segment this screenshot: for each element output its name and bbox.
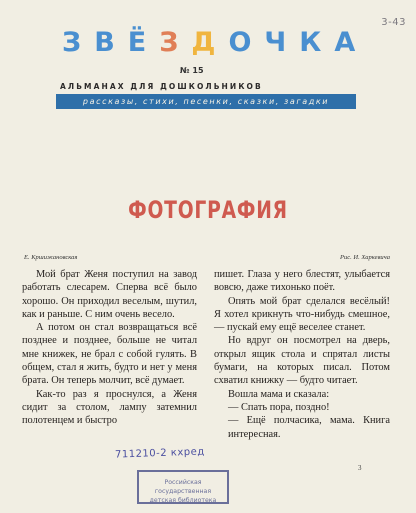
title-letter: В [94, 27, 128, 58]
title-letter: З [159, 27, 192, 58]
text-column-left [22, 268, 197, 428]
catalog-number: 711210-2 кхред [114, 446, 205, 461]
title-letter: Ё [127, 27, 160, 58]
genres-strip: рассказы, стихи, песенки, сказки, загадки [56, 94, 356, 109]
text-column-right [214, 268, 390, 441]
illustrator-credit: Рис. И. Харкевича [340, 254, 390, 261]
handwritten-note: 3-43 [381, 17, 406, 28]
title-letter: А [334, 27, 369, 58]
issue-number: № 15 [180, 66, 204, 75]
title-letter: О [228, 27, 265, 58]
library-stamp [137, 470, 229, 504]
paragraph: Мой брат Женя поступил на завод работать слесарем. Сперва всё было хорошо. Он приходил веселым, шутил, как и раньше. С ним очень весело. [22, 269, 197, 320]
almanac-subtitle: АЛЬМАНАХ ДЛЯ ДОШКОЛЬНИКОВ [60, 82, 263, 91]
magazine-title [62, 27, 369, 58]
title-letter: З [62, 27, 95, 58]
paragraph: А потом он стал возвращаться всё позднее и позднее, больше не читал мне книжек, не брал с собой гулять. В общем, стал я жить, будто и нет у меня брата. Он теперь молчит, всё думает. [22, 322, 197, 387]
title-letter: Ч [264, 27, 300, 58]
author-credit: Е. Кршижановская [24, 254, 78, 261]
masthead [62, 27, 369, 58]
paragraph: пишет. Глаза у него блестят, улыбается вовсю, даже тихонько поёт. [214, 269, 390, 294]
page-number: 3 [358, 464, 362, 472]
paragraph: Опять мой брат сделался весёлый! Я хотел крикнуть что-нибудь смешное, — пускай ему ещё веселее станет. [214, 295, 390, 334]
title-letter: Д [191, 27, 229, 58]
title-letter: К [299, 27, 335, 58]
story-title: ФОТОГРАФИЯ [128, 196, 288, 224]
paragraph: Как-то раз я проснулся, а Женя сидит за столом, лампу затемнил полотенцем и быстро [22, 388, 197, 427]
paragraph: Вошла мама и сказала: [228, 388, 330, 400]
dialogue-line: — Ещё полчасика, мама. Книга интересная. [228, 415, 390, 440]
stamp-line: Российская государственная [154, 479, 212, 495]
paragraph: Но вдруг он посмотрел на дверь, открыл ящик стола и спрятал листы бумаги, на которых писал. Потом схватил книжку — будто читает. [214, 335, 390, 387]
stamp-line: детская библиотека [149, 497, 217, 504]
dialogue-line: — Спать пора, поздно! [228, 401, 330, 413]
